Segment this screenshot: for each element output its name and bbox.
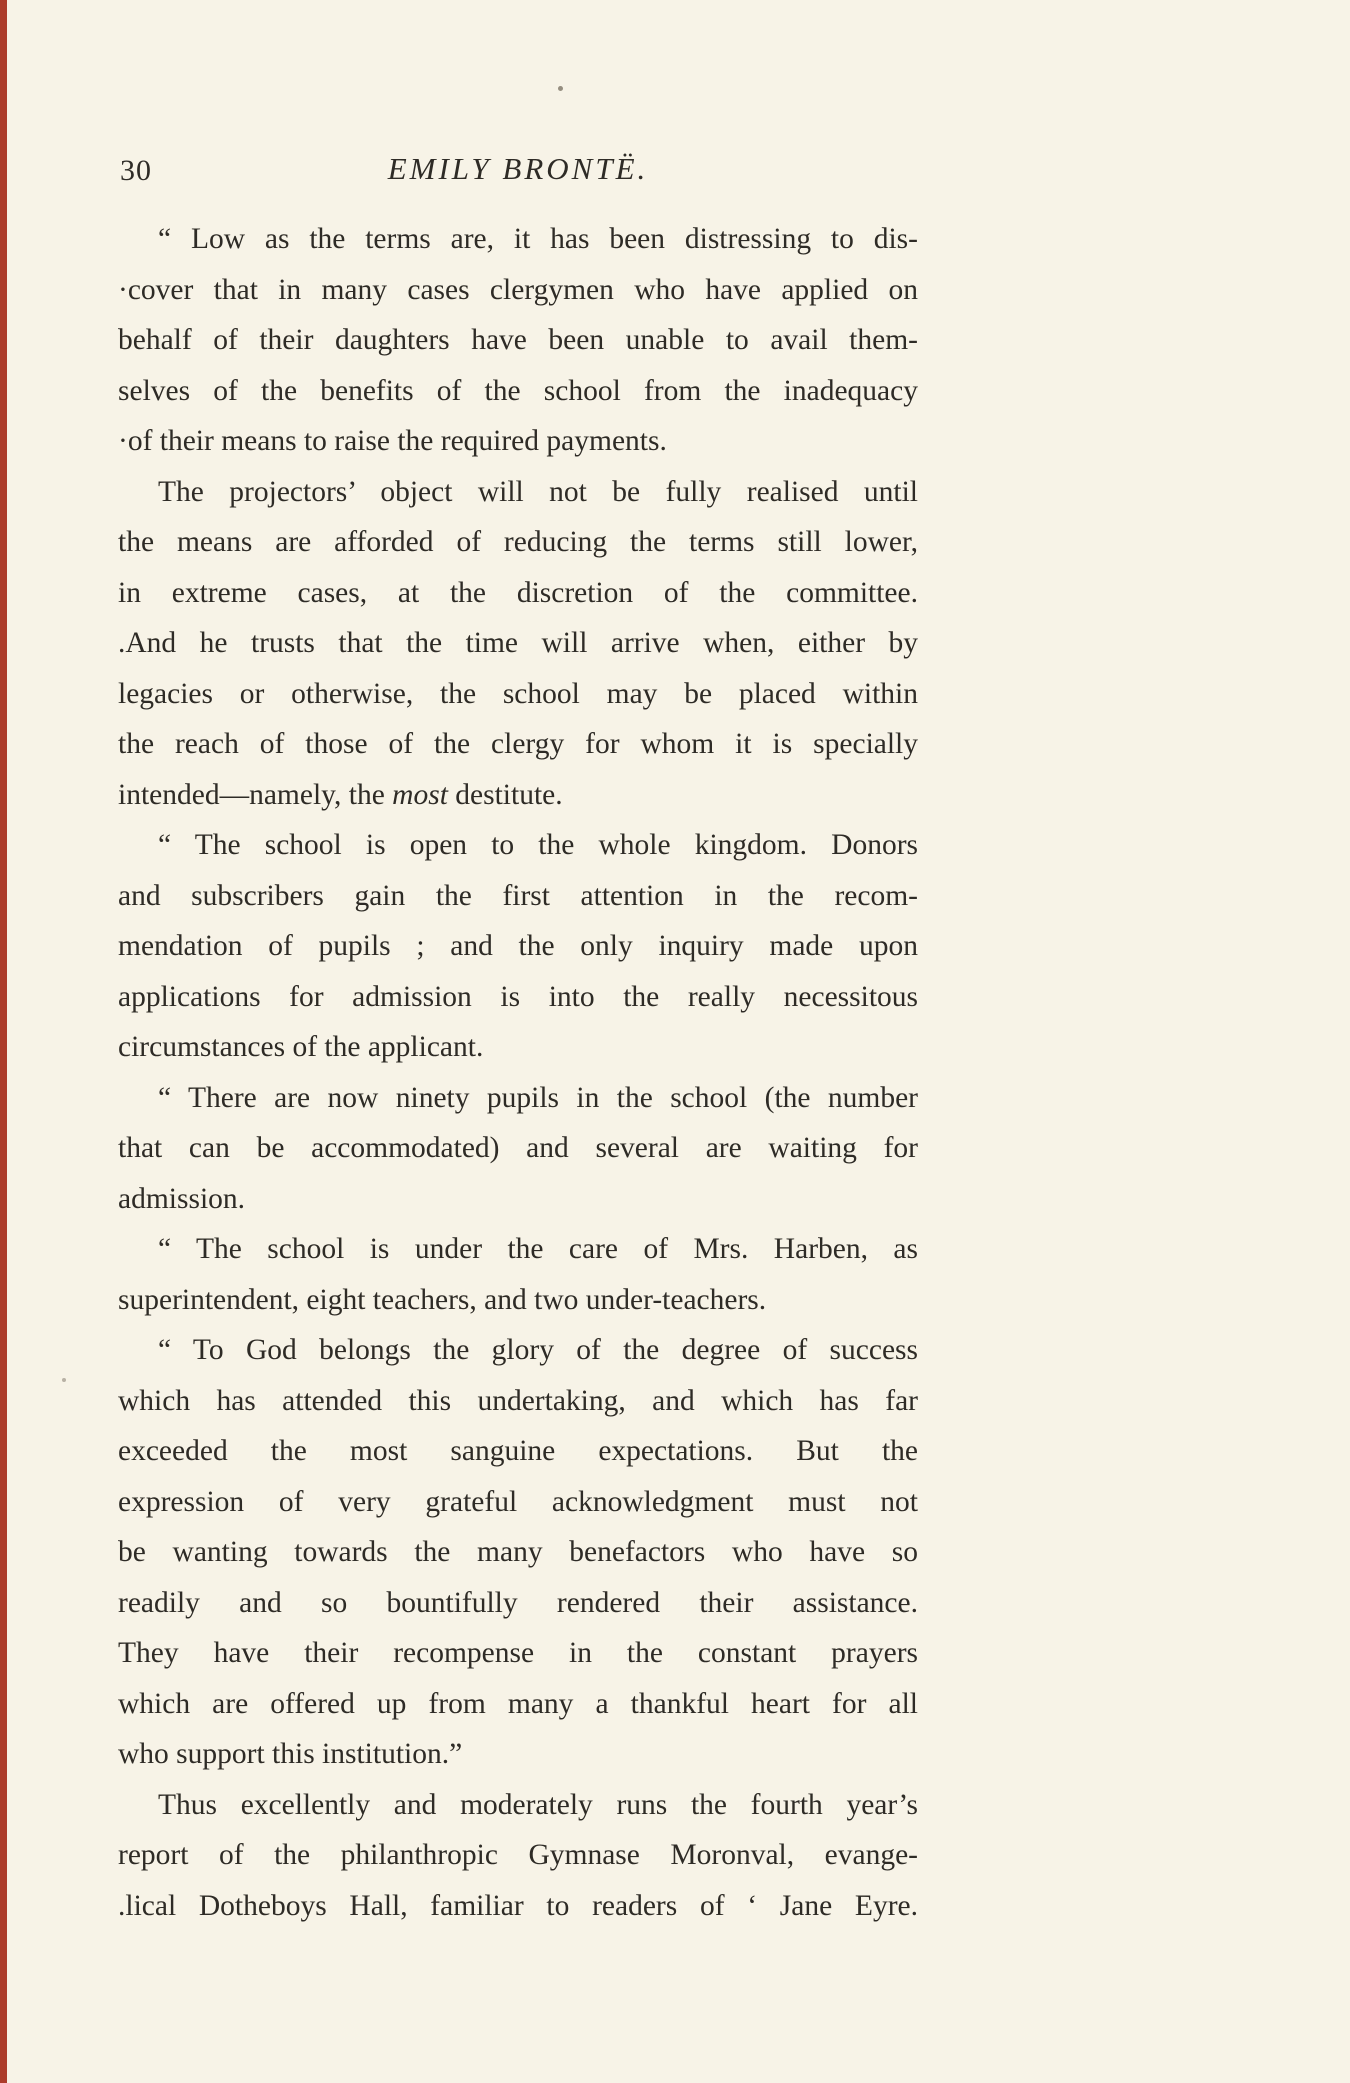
text-line: selves of the benefits of the school from the inadequacy (118, 374, 918, 407)
text-line: exceeded the most sanguine expectations. But the (118, 1435, 918, 1467)
paragraph (118, 1224, 918, 1325)
text-segment: intended—namely, the (118, 778, 393, 811)
text-line: superintendent, eight teachers, and two under-teachers. (118, 1283, 767, 1316)
text-line (118, 770, 918, 821)
page-header (118, 146, 918, 200)
text-line: ·cover that in many cases clergymen who have applied on (118, 273, 918, 306)
running-header-title: EMILY BRONTË. (387, 151, 649, 186)
scan-speck (558, 86, 563, 91)
text-line: “ To God belongs the glory of the degree of success (158, 1334, 918, 1366)
text-line: “ Low as the terms are, it has been distressing to dis- (158, 223, 918, 255)
text-block (118, 214, 918, 1931)
text-line: circumstances of the applicant. (118, 1031, 484, 1063)
text-line: “ There are now ninety pupils in the school (the number (158, 1081, 918, 1114)
text-line: ·of their means to raise the required payments. (118, 425, 667, 457)
paragraph (118, 820, 918, 1073)
text-line: which are offered up from many a thankful heart for all (118, 1687, 918, 1720)
text-line: behalf of their daughters have been unable to avail them- (118, 324, 918, 356)
paragraph (118, 1325, 918, 1780)
text-line: They have their recompense in the constant prayers (118, 1637, 918, 1669)
scan-page-edge (0, 0, 7, 2083)
italic-text: most (392, 778, 448, 811)
text-line: which has attended this undertaking, and which has far (118, 1384, 918, 1417)
paragraph (118, 1780, 918, 1932)
paragraph (118, 467, 918, 821)
text-line: and subscribers gain the first attention in the recom- (118, 879, 918, 912)
book-page (118, 146, 918, 1931)
text-line: applications for admission is into the really necessitous (118, 980, 918, 1013)
text-line: The projectors’ object will not be fully realised until (158, 475, 918, 508)
text-line: legacies or otherwise, the school may be placed within (118, 677, 918, 710)
page-number: 30 (120, 154, 152, 187)
text-line: .lical Dotheboys Hall, familiar to readers of ‘ Jane Eyre. (118, 1889, 918, 1922)
text-line: .And he trusts that the time will arrive when, either by (118, 627, 918, 659)
text-line: “ The school is open to the whole kingdom. Donors (158, 829, 918, 861)
text-line: report of the philanthropic Gymnase Moronval, evange- (118, 1839, 918, 1871)
text-line: readily and so bountifully rendered their assistance. (118, 1586, 918, 1619)
text-segment: destitute. (447, 778, 563, 811)
text-line: admission. (118, 1182, 246, 1215)
text-line: Thus excellently and moderately runs the fourth year’s (158, 1788, 918, 1821)
scan-speck (62, 1378, 66, 1382)
text-line: who support this institution.” (118, 1738, 463, 1770)
text-line: “ The school is under the care of Mrs. Harben, as (158, 1233, 918, 1265)
text-line: be wanting towards the many benefactors who have so (118, 1536, 918, 1568)
paragraph (118, 1073, 918, 1225)
text-line: expression of very grateful acknowledgment must not (118, 1485, 918, 1518)
text-line: the means are afforded of reducing the terms still lower, (118, 526, 918, 558)
paragraph (118, 214, 918, 467)
text-line: the reach of those of the clergy for whom it is specially (118, 728, 918, 760)
text-line: in extreme cases, at the discretion of the committee. (118, 576, 918, 609)
text-line: mendation of pupils ; and the only inquiry made upon (118, 930, 918, 962)
text-line: that can be accommodated) and several are waiting for (118, 1132, 918, 1164)
